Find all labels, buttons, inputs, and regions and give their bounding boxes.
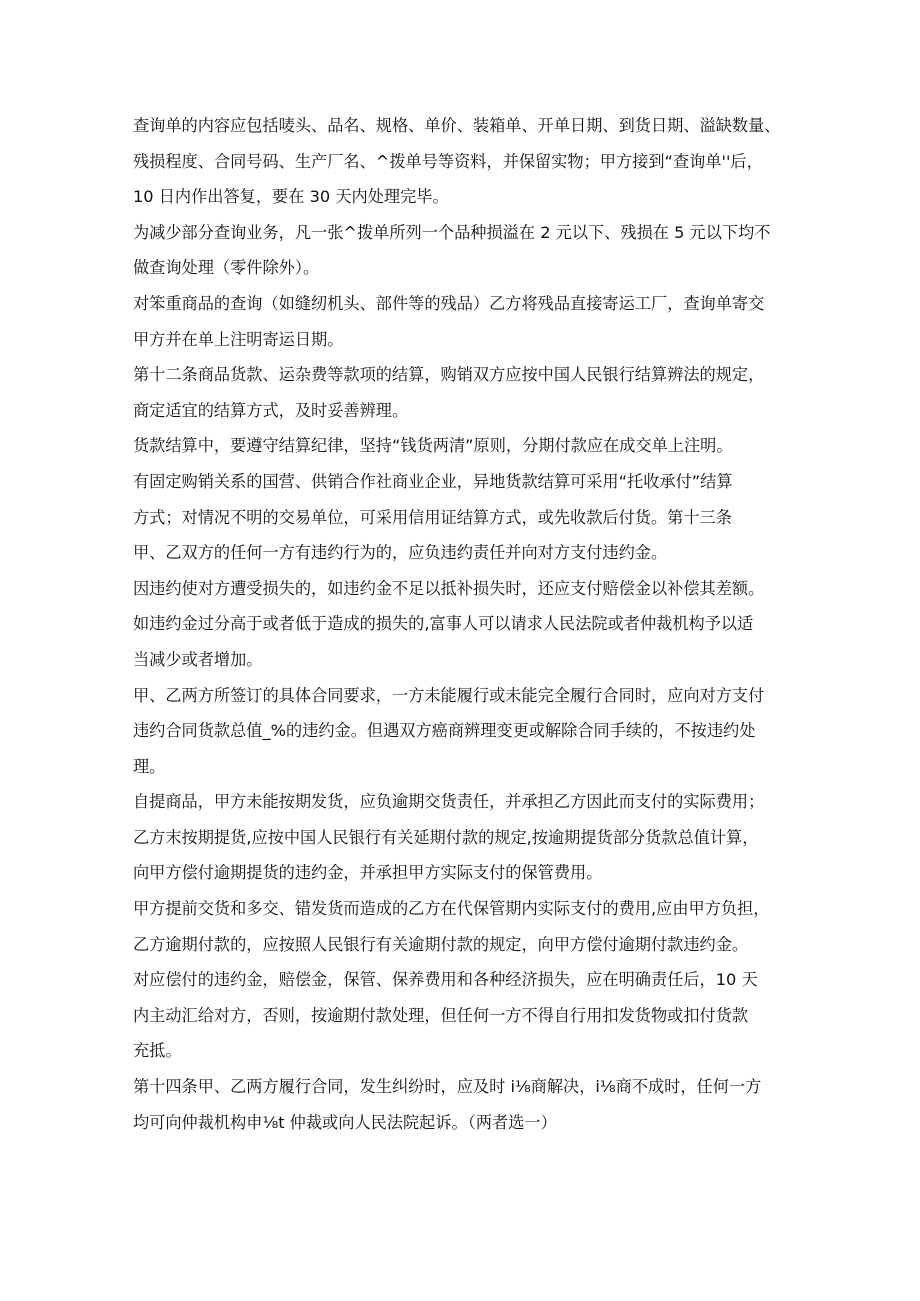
text-line: 商定适宜的结算方式，及时妥善辨理。: [133, 400, 409, 420]
text-line: 货款结算中，要遵守结算纪律，坚持“钱货两清”原则，分期付款应在成交单上注明。: [133, 436, 733, 456]
text-line: 甲方提前交货和多交、错发货而造成的乙方在代保管期内实际支付的费用,应由甲方负担，: [133, 899, 770, 919]
document-body: [133, 108, 813, 1140]
text-line: 如违约金过分高于或者低于造成的损失的,富事人可以请求人民法院或者仲裁机构予以适: [133, 614, 754, 634]
text-line: 查询单的内容应包括唛头、品名、规格、单价、装箱单、开单日期、到货日期、溢缺数量、: [133, 116, 781, 135]
text-line: 因违约使对方遭受损失的，如违约金不足以抵补损失时，还应支付赔偿金以补偿其差额。: [133, 578, 765, 598]
text-line: 残损程度、合同号码、生产厂名、^拨单号等资料，并保留实物；甲方接到“查询单''后，: [133, 151, 763, 171]
text-line: 乙方末按期提货,应按中国人民银行有关延期付款的规定,按逾期提货部分货款总值计算，: [133, 827, 759, 847]
text-line: 违约合同货款总值_%的违约金。但遇双方癌商辨理变更或解除合同手续的，不按违约处: [133, 721, 756, 741]
text-line: 甲方并在单上注明寄运日期。: [133, 329, 344, 349]
text-line: 为减少部分查询业务，凡一张^拨单所列一个品种损溢在 2 元以下、残损在 5 元以下均不: [133, 222, 771, 242]
text-line: 做查询处理（零件除外）。: [133, 258, 320, 278]
text-line: 方式；对情况不明的交易单位，可采用信用证结算方式，或先收款后付货。第十三条: [133, 507, 732, 527]
text-line: 10 日内作出答复，要在 30 天内处理完毕。: [133, 187, 449, 207]
text-line: 第十二条商品货款、运杂费等款项的结算，购销双方应按中国人民银行结算辨法的规定，: [133, 365, 765, 385]
text-line: 有固定购销关系的国营、供销合作社商业企业，异地货款结算可采用“托收承付”结算: [133, 471, 733, 491]
text-line: 自提商品，甲方未能按期发货，应负逾期交货责任，并承担乙方因此而支付的实际费用；: [133, 792, 765, 812]
text-line: 充抵。: [133, 1041, 182, 1061]
text-line: 当减少或者增加。: [133, 649, 263, 669]
text-line: 均可向仲裁机构申⅛t 仲裁或向人民法院起诉。（两者选一）: [133, 1112, 557, 1132]
text-line: 内主动汇给对方，否则，按逾期付款处理，但任何一方不得自行用扣发货物或扣付货款: [133, 1005, 749, 1025]
text-line: 理。: [133, 756, 166, 776]
text-line: 甲、乙双方的任何一方有违约行为的，应负违约责任并向对方支付违约金。: [133, 543, 668, 563]
text-line: 向甲方偿付逾期提货的违约金，并承担甲方实际支付的保管费用。: [133, 863, 603, 883]
text-line: 乙方逾期付款的，应按照人民银行有关逾期付款的规定，向甲方偿付逾期付款违约金。: [133, 934, 749, 954]
text-line: 对笨重商品的查询（如缝纫机头、部件等的残品）乙方将残品直接寄运工厂，查询单寄交: [133, 293, 765, 313]
text-line: 第十四条甲、乙两方履行合同，发生纠纷时，应及时 i⅛商解决，i⅛商不成时，任何一方: [133, 1077, 762, 1097]
text-line: 对应偿付的违约金，赔偿金，保管、保养费用和各种经济损失，应在明确责任后，10 天: [133, 970, 758, 990]
text-line: 甲、乙两方所签订的具体合同要求，一方未能履行或未能完全履行合同时，应向对方支付: [133, 685, 765, 705]
